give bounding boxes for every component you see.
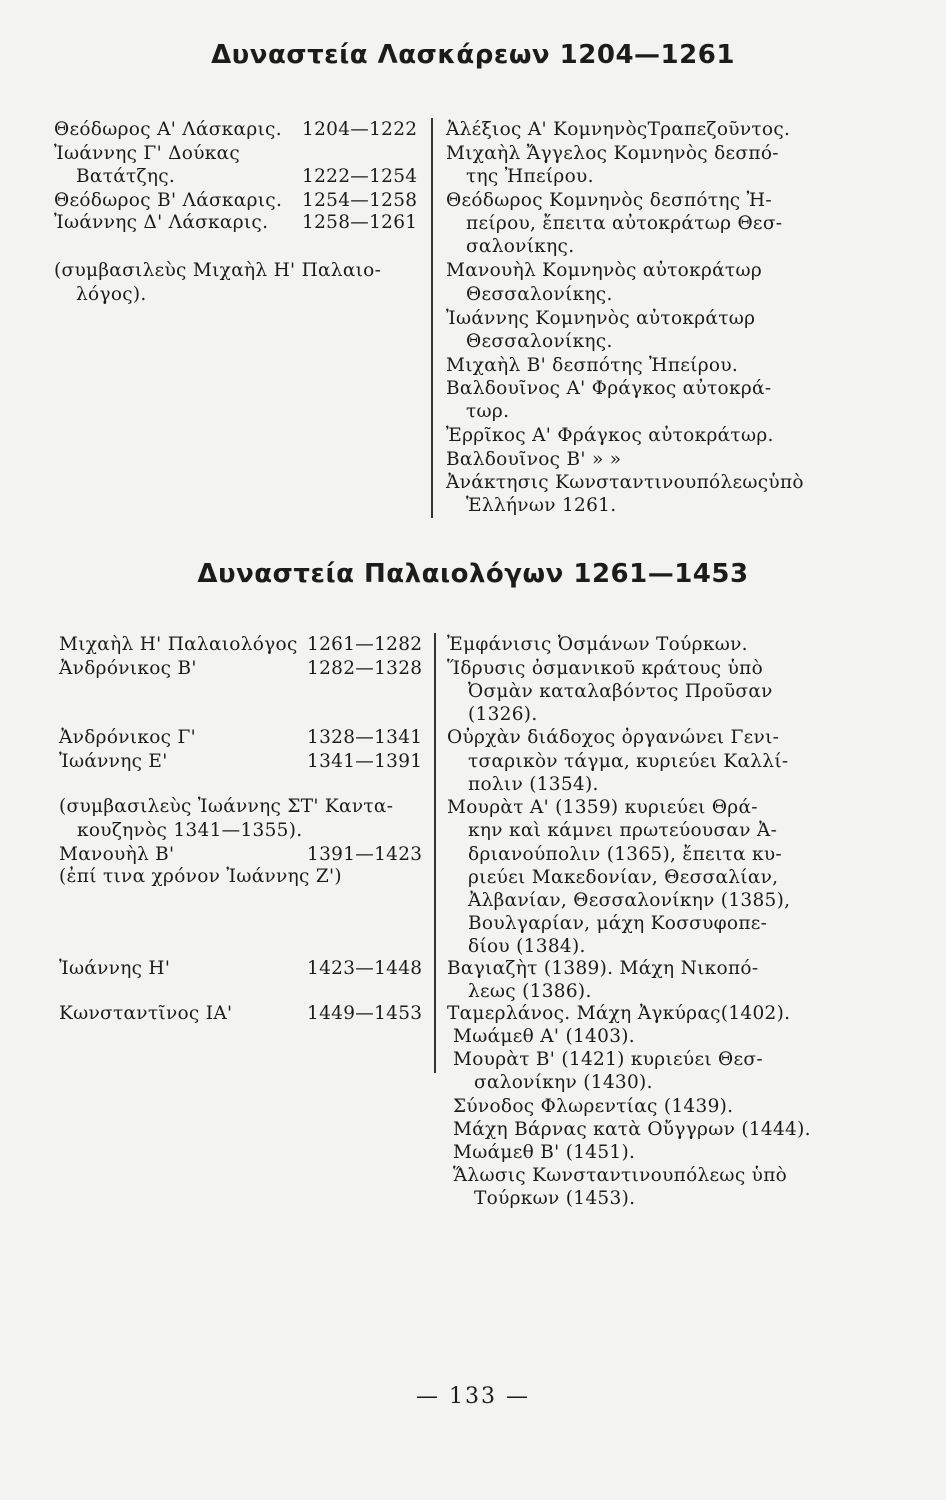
ruler-name: Ἰωάννης Η' xyxy=(59,958,171,979)
event-line: Μουρὰτ Α' (1359) κυριεύει Θρά- xyxy=(447,797,758,818)
event-line: Θεσσαλονίκης. xyxy=(466,284,613,305)
event-line: Ὀσμὰν καταλαβόντος Προῦσαν xyxy=(468,681,773,702)
ruler-years: 1204—1222 xyxy=(302,119,418,140)
ruler-years: 1328—1341 xyxy=(307,727,423,748)
ruler-years: 1282—1328 xyxy=(307,658,423,679)
ruler-name: Θεόδωρος Α' Λάσκαρις. xyxy=(54,119,282,140)
event-line: Ἀνάκτησις Κωνσταντινουπόλεωςὑπὸ xyxy=(446,472,804,493)
event-line: τσαρικὸν τάγμα, κυριεύει Καλλί- xyxy=(468,751,789,772)
event-line: σαλονίκην (1430). xyxy=(474,1072,653,1093)
ruler-years: 1391—1423 xyxy=(307,844,423,865)
event-line: δριανούπολιν (1365), ἔπειτα κυ- xyxy=(468,844,782,865)
event-line: Ἅλωσις Κωνσταντινουπόλεως ὑπὸ xyxy=(453,1165,788,1186)
page-number: — 133 — xyxy=(416,1384,530,1409)
ruler-name: Ἰωάννης Γ' Δούκας xyxy=(54,143,241,164)
section-title-palaiologoi: Δυναστεία Παλαιολόγων 1261—1453 xyxy=(197,559,749,589)
ruler-name: Ἀνδρόνικος Β' xyxy=(59,658,197,679)
ruler-years: 1449—1453 xyxy=(307,1003,423,1024)
event-line: Τούρκων (1453). xyxy=(474,1188,636,1209)
event-line: πολιν (1354). xyxy=(468,774,599,795)
event-line: δίου (1384). xyxy=(468,936,586,957)
event-line: Βουλγαρίαν, μάχη Κοσσυφοπε- xyxy=(468,913,768,934)
event-line: Μωάμεθ Α' (1403). xyxy=(453,1026,635,1047)
event-line: Ἑλλήνων 1261. xyxy=(466,495,617,516)
ruler-name: Μιχαὴλ Η' Παλαιολόγος xyxy=(59,634,298,655)
event-line: Ἐμφάνισις Ὀσμάνων Τούρκων. xyxy=(447,634,748,655)
ruler-name: Μανουὴλ Β' xyxy=(59,844,175,865)
ruler-name: Ἀνδρόνικος Γ' xyxy=(59,727,197,748)
column-divider xyxy=(431,118,433,518)
event-line: Βαλδουῖνος Α' Φράγκος αὐτοκρά- xyxy=(446,378,772,399)
event-line: ριεύει Μακεδονίαν, Θεσσαλίαν, xyxy=(468,867,779,888)
event-line: Ἀλέξιος Α' ΚομνηνὸςΤραπεζοῦντος. xyxy=(446,119,791,140)
event-line: Θεσσαλονίκης. xyxy=(466,331,613,352)
event-line: Βαγιαζὴτ (1389). Μάχη Νικοπό- xyxy=(447,958,759,979)
section-title-laskarids: Δυναστεία Λασκάρεων 1204—1261 xyxy=(211,40,735,70)
column-divider xyxy=(434,633,436,1073)
ruler-years: 1254—1258 xyxy=(302,190,418,211)
ruler-name: Κωνσταντῖνος ΙΑ' xyxy=(59,1003,233,1024)
ruler-years: 1261—1282 xyxy=(307,634,423,655)
event-line: Βαλδουῖνος Β' » » xyxy=(446,449,622,470)
event-line: Μάχη Βάρνας κατὰ Οὔγγρων (1444). xyxy=(453,1119,811,1140)
event-line: της Ἠπείρου. xyxy=(466,166,594,187)
co-emperor-note: (συμβασιλεὺς Ἰωάννης ΣΤ' Καντα- xyxy=(59,796,394,817)
ruler-years: 1423—1448 xyxy=(307,958,423,979)
event-line: Μωάμεθ Β' (1451). xyxy=(453,1142,636,1163)
ruler-years: 1222—1254 xyxy=(302,166,418,187)
ruler-name: Ἰωάννης Ε' xyxy=(59,751,168,772)
co-emperor-note: κουζηνὸς 1341—1355). xyxy=(77,820,303,841)
ruler-name: Θεόδωρος Β' Λάσκαρις. xyxy=(54,190,283,211)
regency-note: (ἐπί τινα χρόνον Ἰωάννης Ζ') xyxy=(59,866,342,887)
event-line: Μουρὰτ Β' (1421) κυριεύει Θεσ- xyxy=(453,1049,763,1070)
event-line: τωρ. xyxy=(466,401,510,422)
event-line: Μανουὴλ Κομνηνὸς αὐτοκράτωρ xyxy=(446,260,763,281)
ruler-years: 1341—1391 xyxy=(307,751,423,772)
event-line: Σύνοδος Φλωρεντίας (1439). xyxy=(453,1096,734,1117)
event-line: Ἐρρῖκος Α' Φράγκος αὐτοκράτωρ. xyxy=(446,425,774,446)
event-line: Ἀλβανίαν, Θεσσαλονίκην (1385), xyxy=(468,890,791,911)
ruler-name: Βατάτζης. xyxy=(76,166,176,187)
ruler-name: Ἰωάννης Δ' Λάσκαρις. xyxy=(54,212,269,233)
event-line: Οὐρχὰν διάδοχος ὀργανώνει Γενι- xyxy=(447,727,780,748)
co-emperor-note: (συμβασιλεὺς Μιχαὴλ Η' Παλαιο- xyxy=(54,260,382,281)
event-line: σαλονίκης. xyxy=(466,236,575,257)
event-line: λεως (1386). xyxy=(468,981,592,1002)
event-line: Θεόδωρος Κομνηνὸς δεσπότης Ἠ- xyxy=(446,190,772,211)
event-line: Ἵδρυσις ὀσμανικοῦ κράτους ὑπὸ xyxy=(447,658,764,679)
co-emperor-note: λόγος). xyxy=(76,284,147,305)
event-line: Ἰωάννης Κομνηνὸς αὐτοκράτωρ xyxy=(446,308,756,329)
event-line: κην καὶ κάμνει πρωτεύουσαν Ἀ- xyxy=(468,820,778,841)
event-line: Μιχαὴλ Β' δεσπότης Ἠπείρου. xyxy=(446,355,739,376)
ruler-years: 1258—1261 xyxy=(302,212,418,233)
event-line: Ταμερλάνος. Μάχη Ἀγκύρας(1402). xyxy=(447,1003,791,1024)
event-line: (1326). xyxy=(468,704,538,725)
event-line: Μιχαὴλ Ἄγγελος Κομνηνὸς δεσπό- xyxy=(446,143,779,164)
event-line: πείρου, ἔπειτα αὐτοκράτωρ Θεσ- xyxy=(466,213,783,234)
